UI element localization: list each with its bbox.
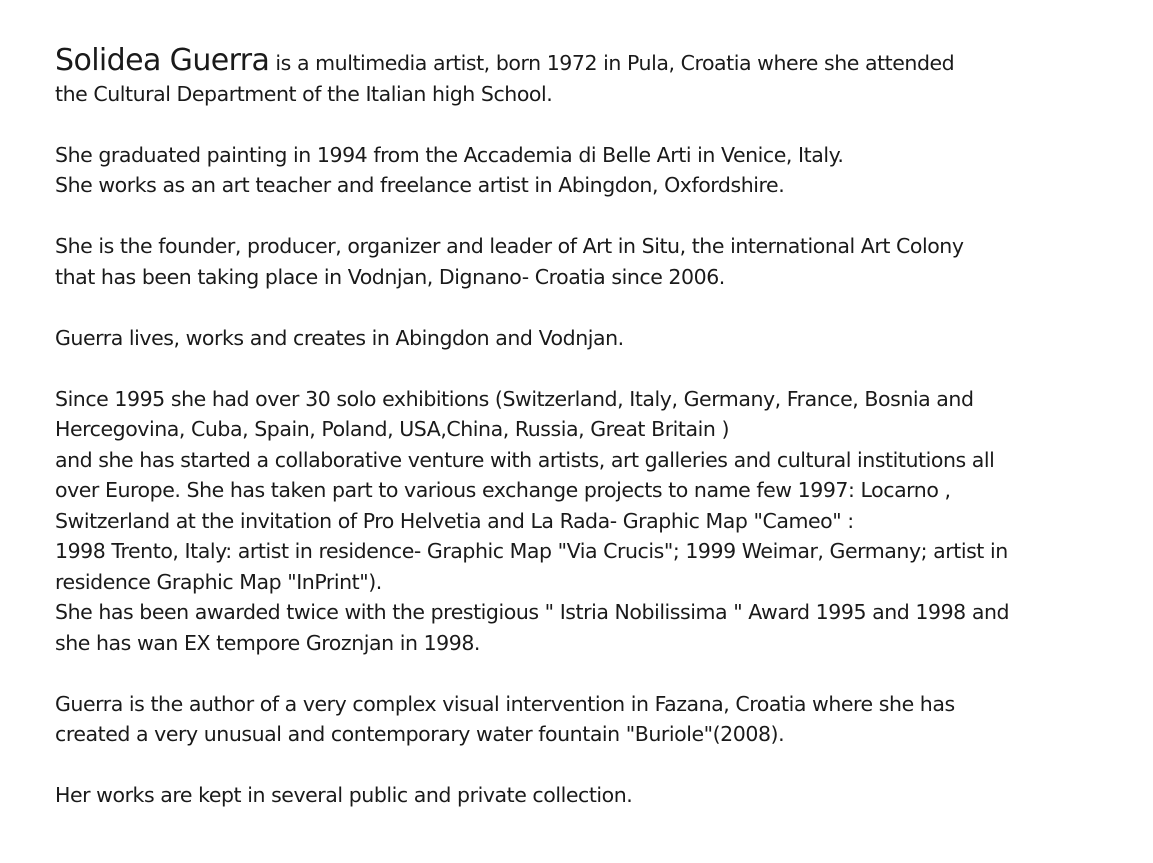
founder-paragraph <box>55 231 1140 292</box>
residence-line-1: Guerra lives, works and creates in Abingdon and Vodnjan. <box>55 325 624 350</box>
artist-name: Solidea Guerra <box>55 43 270 78</box>
exhibitions-line-1: Since 1995 she had over 30 solo exhibitions (Switzerland, Italy, Germany, France, Bosnia and <box>55 386 974 411</box>
exhibitions-line-5: Switzerland at the invitation of Pro Helvetia and La Rada- Graphic Map "Cameo" : <box>55 508 854 533</box>
education-line-1: She graduated painting in 1994 from the Accademia di Belle Arti in Venice, Italy. <box>55 142 844 167</box>
exhibitions-line-2: Hercegovina, Cuba, Spain, Poland, USA,China, Russia, Great Britain ) <box>55 417 730 441</box>
biography-text <box>55 43 1140 811</box>
exhibitions-line-7: residence Graphic Map "InPrint"). <box>55 569 382 594</box>
intro-line-1 <box>55 43 1140 79</box>
collections-paragraph <box>55 780 1140 811</box>
exhibitions-line-9: she has wan EX tempore Groznjan in 1998. <box>55 630 481 655</box>
collections-line-1: Her works are kept in several public and private collection. <box>55 783 633 807</box>
intro-line-1-text: is a multimedia artist, born 1972 in Pula, Croatia where she attended <box>269 51 955 75</box>
fountain-paragraph <box>55 689 1140 750</box>
exhibitions-paragraph <box>55 384 1140 659</box>
exhibitions-line-6: 1998 Trento, Italy: artist in residence- Graphic Map "Via Crucis"; 1999 Weimar, Germany; artist in <box>55 539 1008 563</box>
education-paragraph <box>55 140 1140 201</box>
founder-line-1: She is the founder, producer, organizer and leader of Art in Situ, the international Art Colony <box>55 234 964 258</box>
fountain-line-1: Guerra is the author of a very complex visual intervention in Fazana, Croatia where she has <box>55 691 955 716</box>
education-line-2: She works as an art teacher and freelance artist in Abingdon, Oxfordshire. <box>55 173 785 197</box>
fountain-line-2: created a very unusual and contemporary water fountain "Buriole"(2008). <box>55 722 785 746</box>
residence-paragraph <box>55 323 1140 354</box>
exhibitions-line-8: She has been awarded twice with the prestigious " Istria Nobilissima " Award 1995 and 1998 and <box>55 600 1010 624</box>
founder-line-2: that has been taking place in Vodnjan, Dignano- Croatia since 2006. <box>55 264 725 289</box>
intro-line-2: the Cultural Department of the Italian high School. <box>55 81 553 106</box>
exhibitions-line-3: and she has started a collaborative venture with artists, art galleries and cultural institutions all <box>55 447 995 472</box>
intro-paragraph <box>55 43 1140 109</box>
exhibitions-line-4: over Europe. She has taken part to various exchange projects to name few 1997: Locarno , <box>55 478 951 502</box>
